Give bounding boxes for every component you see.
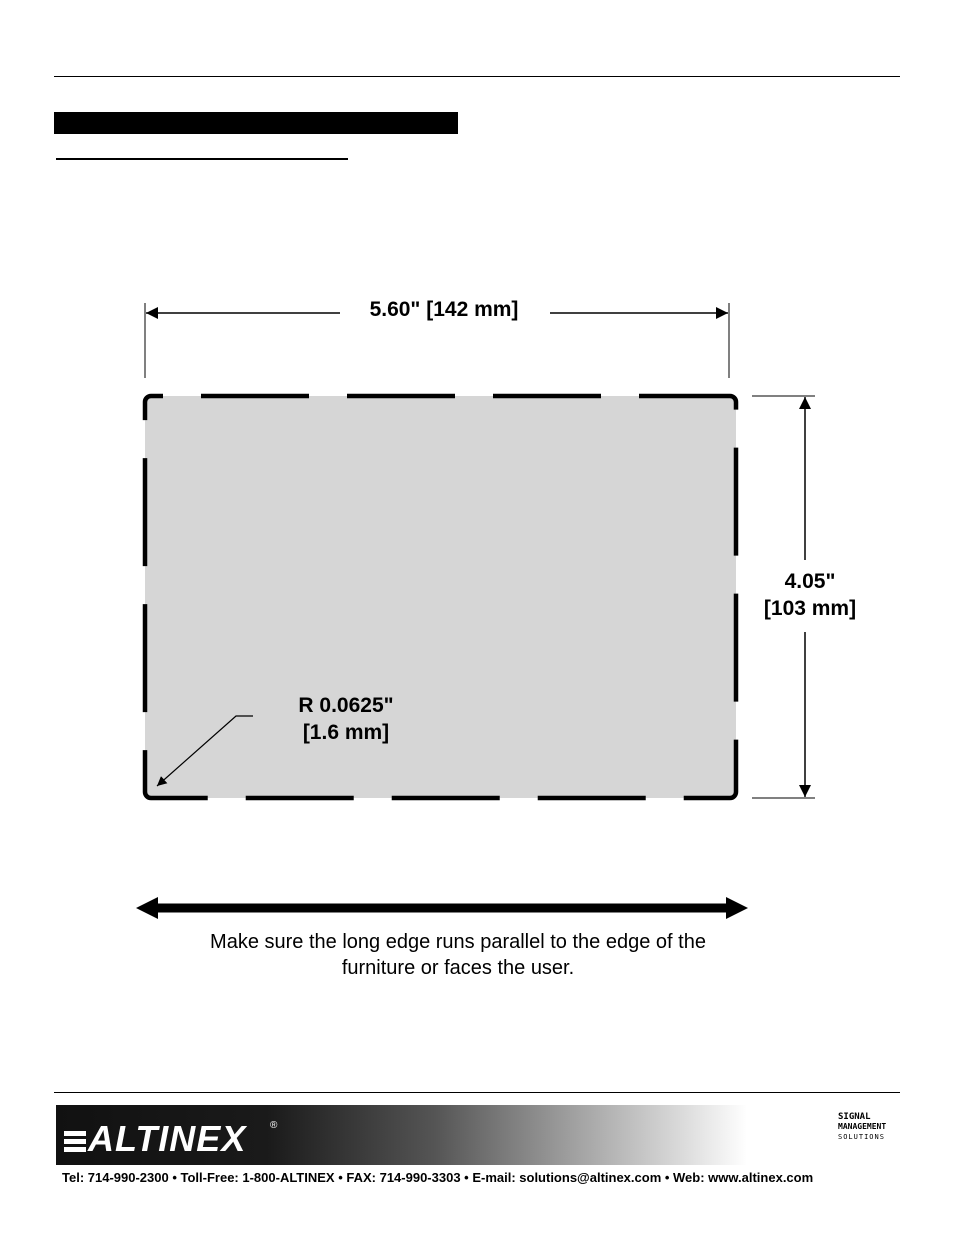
badge-line3: SOLUTIONS (838, 1133, 885, 1141)
orientation-note-line1: Make sure the long edge runs parallel to the edge of the (210, 931, 706, 953)
height-dimension-label-line1: 4.05" (784, 570, 836, 593)
cutout-area (145, 396, 736, 798)
orientation-note (140, 929, 776, 981)
width-dimension-label: 5.60" [142 mm] (369, 298, 519, 321)
badge-line2: MANAGEMENT (838, 1122, 887, 1131)
logo-text: ALTINEX (88, 1118, 247, 1159)
signal-management-badge (838, 1112, 898, 1158)
long-edge-arrow-right-head (726, 897, 748, 919)
footer-rule (54, 1092, 900, 1093)
contact-info: Tel: 714-990-2300 • Toll-Free: 1-800-ALTINEX • FAX: 714-990-3303 • E-mail: solutions@altinex.com • Web: www.altinex.com (62, 1170, 814, 1185)
height-dimension-label-line2: [103 mm] (763, 597, 857, 620)
badge-line1: SIGNAL (838, 1112, 871, 1122)
long-edge-arrow-left-head (136, 897, 158, 919)
registered-mark: ® (270, 1120, 278, 1131)
altinex-logo (64, 1118, 246, 1160)
orientation-note-line2: furniture or faces the user. (341, 957, 575, 979)
radius-label-line2: [1.6 mm] (302, 721, 390, 744)
radius-label-line1: R 0.0625" (298, 694, 394, 717)
logo-stripes-icon (64, 1131, 86, 1153)
